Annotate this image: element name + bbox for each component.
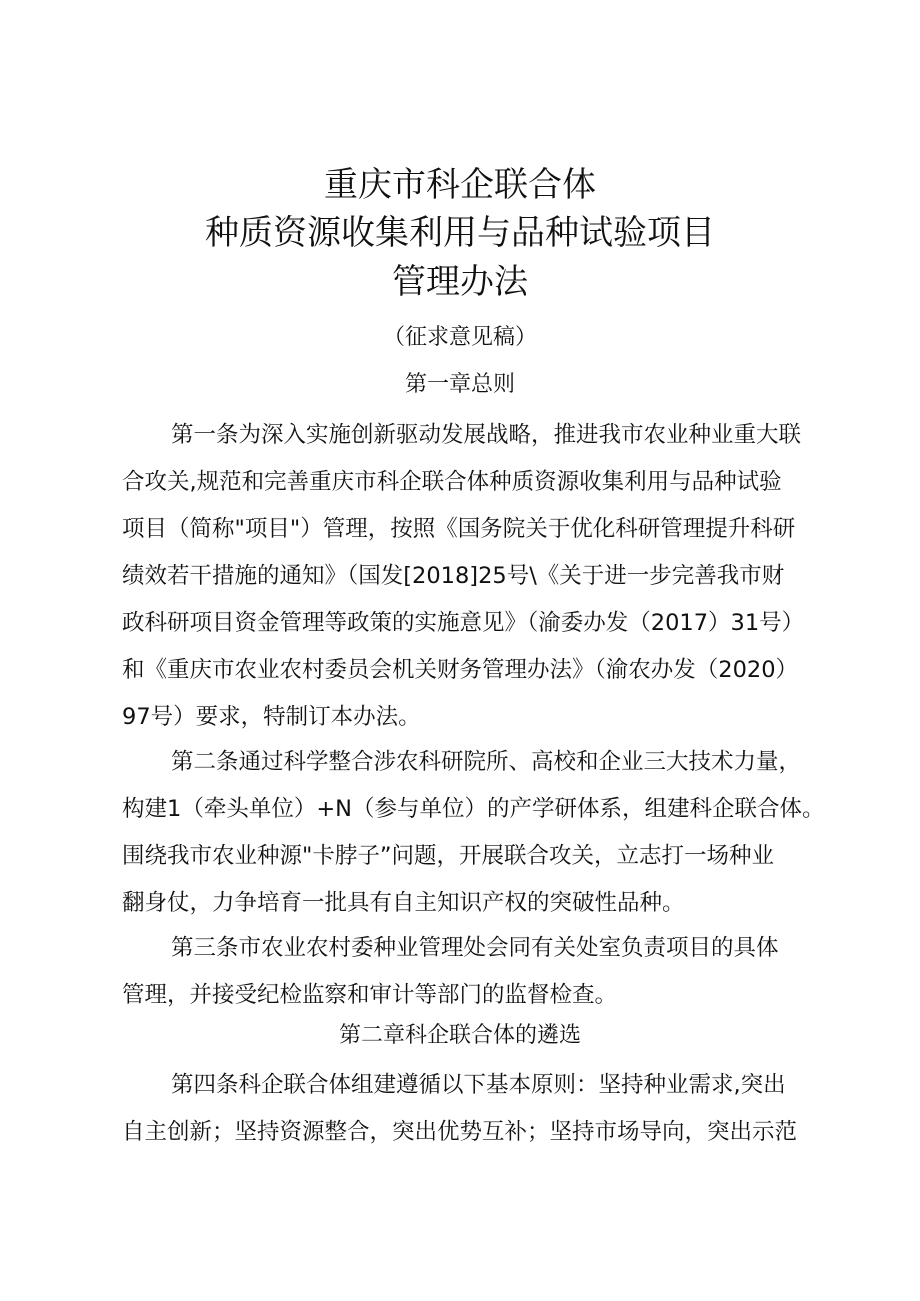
article-1-line: 绩效若干措施的通知》（国发[2018]25号\《关于进一步完善我市财	[122, 563, 785, 589]
document-title-line-1: 重庆市科企联合体	[324, 165, 596, 205]
article-1-line: 和《重庆市农业农村委员会机关财务管理办法》（渝农办发（2020）	[122, 657, 799, 683]
document-title-line-2: 种质资源收集利用与品种试验项目	[205, 213, 715, 253]
article-1-line: 合攻关,规范和完善重庆市科企联合体种质资源收集利用与品种试验	[122, 469, 782, 495]
article-1-line: 政科研项目资金管理等政策的实施意见》（渝委办发（2017）31号）	[122, 610, 805, 636]
chapter-1-heading: 第一章总则	[404, 372, 515, 397]
article-1-line: 项目（简称"项目"）管理，按照《国务院关于优化科研管理提升科研	[122, 516, 796, 542]
article-2-line: 翻身仗，力争培育一批具有自主知识产权的突破性品种。	[122, 890, 685, 916]
article-3-line: 管理，并接受纪检监察和审计等部门的监督检查。	[122, 982, 618, 1008]
article-2-line: 构建1（牵头单位）+N（参与单位）的产学研体系，组建科企联合体。	[122, 796, 825, 822]
article-2-line: 第二条通过科学整合涉农科研院所、高校和企业三大技术力量，	[171, 749, 802, 775]
article-1-line: 第一条为深入实施创新驱动发展战略，推进我市农业种业重大联	[171, 422, 802, 448]
article-2-line: 围绕我市农业种源"卡脖子”问题，开展联合攻关，立志打一场种业	[122, 843, 775, 869]
draft-subtitle: （征求意见稿）	[382, 325, 537, 350]
chapter-2-heading: 第二章科企联合体的遴选	[338, 1023, 581, 1048]
document-title-line-3: 管理办法	[392, 262, 528, 302]
article-3-line: 第三条市农业农村委种业管理处会同有关处室负责项目的具体	[171, 935, 779, 961]
article-4-line: 自主创新；坚持资源整合，突出优势互补；坚持市场导向，突出示范	[122, 1119, 798, 1145]
article-4-line: 第四条科企联合体组建遵循以下基本原则：坚持种业需求,突出	[171, 1072, 786, 1098]
article-1-line: 97号）要求，特制订本办法。	[122, 704, 421, 730]
